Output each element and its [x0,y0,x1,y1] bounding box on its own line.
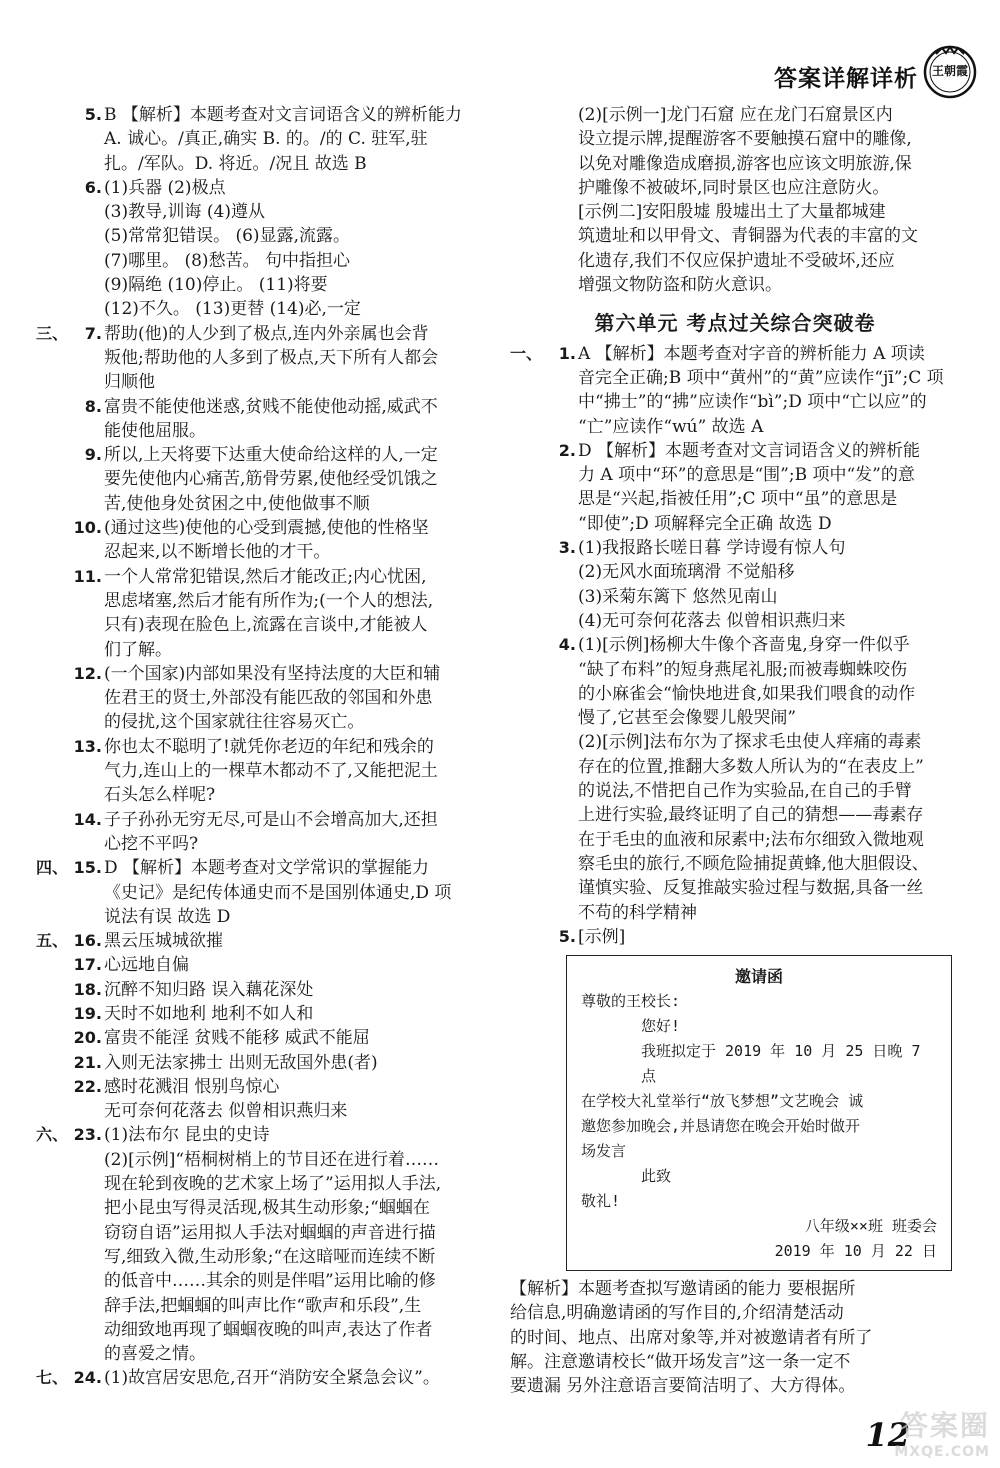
answer-line: 天时不如地利 地利不如人和 [104,1003,314,1024]
answer-item [36,953,484,977]
analysis-line: 【解析】本题考查拟写邀请函的能力 要根据所 [510,1279,856,1300]
answer-line: 的说法,不惜把自己作为实验品,在自己的手臂 [578,781,912,802]
right-column [510,103,960,1399]
answer-line: (12)不久。 (13)更替 (14)必,一定 [104,299,361,320]
page-number: 12 [865,1416,910,1454]
answer-line: A. 诚心。/真正,确实 B. 的。/的 C. 驻军,驻 [104,129,428,150]
answer-item [36,856,484,929]
answer-line: 佐君王的贤士,外部没有能匹敌的邻国和外患 [104,688,433,709]
analysis-line: 的时间、地点、出席对象等,并对被邀请者有所了 [510,1327,873,1348]
answer-line: “即使”;D 项解释完全正确 故选 D [578,513,832,534]
item-number: 23. [73,1125,102,1145]
answer-line: 的小麻雀会“愉快地进食,如果我们喂食的动作 [578,683,916,704]
answer-item [510,342,960,439]
answer-line: (9)隔绝 (10)停止。 (11)将要 [104,275,328,296]
answer-line: 写,细致入微,生动形象;“在这暗哑而连续不断 [104,1246,436,1267]
answer-item [510,439,960,536]
answer-line: 现在轮到夜晚的艺术家上场了”运用拟人手法, [104,1174,442,1195]
item-number: 10. [73,518,102,538]
item-number: 12. [73,663,102,683]
answer-line: 心远地自偏 [104,955,189,976]
answer-line: 慢了,它甚至会像婴儿般哭闹” [578,708,797,729]
item-number: 22. [73,1076,102,1096]
answer-line: 的喜爱之情。 [104,1344,206,1365]
item-number: 20. [73,1028,102,1048]
answer-line: 气力,连山上的一棵草木都动不了,又能把泥土 [104,761,438,782]
section-label: 七、 [36,1368,69,1388]
answer-line: 思虑堵塞,然后才能有所作为;(一个人的想法, [104,590,434,611]
item-number: 5. [84,105,102,124]
item-number: 2. [558,440,576,460]
answer-item [36,1002,484,1026]
answer-line: 《史记》是纪传体通史而不是国别体通史,D 项 [104,882,452,903]
answer-line: 所以,上天将要下达重大使命给这样的人,一定 [104,445,438,466]
answer-line: (1)兵器 (2)极点 [104,177,226,198]
right-items [510,342,960,949]
answer-item [36,1366,484,1390]
answer-line: 沉醉不知归路 误入藕花深处 [104,979,314,1000]
answer-line: 叛他;帮助他的人多到了极点,天下所有人都会 [104,347,439,368]
answer-line: 存在的位置,推翻大多数人所认为的“在表皮上” [578,756,924,777]
answer-line: 把小昆虫写得灵活现,极其生动形象;“蝈蝈在 [104,1198,430,1219]
answer-line: (4)无可奈何花落去 似曾相识燕归来 [578,610,846,631]
answer-line: D 【解析】本题考查对文言词语含义的辨析能 [578,440,921,461]
answer-line: (2)[示例]法布尔为了探求毛虫使人痒痛的毒素 [578,732,922,753]
letter-salutation: 尊敬的王校长: [581,992,681,1011]
answer-line: (2)[示例一]龙门石窟 应在龙门石窟景区内 [578,105,893,125]
item-number: 13. [73,736,102,756]
answer-line: 说法有误 故选 D [104,906,231,927]
answer-line: 忍起来,以不断增长他的才干。 [104,542,331,563]
item-number: 6. [84,177,102,197]
section-label: 五、 [36,931,69,951]
answer-line: 们了解。 [104,639,172,660]
section-label: 四、 [36,858,69,878]
answer-item [36,1051,484,1075]
left-column [36,103,484,1391]
answer-item [36,322,484,395]
item-number: 7. [84,323,102,343]
answer-line: 一个人常常犯错误,然后才能改正;内心忧困, [104,566,427,587]
answer-line: [示例二]安阳殷墟 殷墟出土了大量都城建 [578,202,886,223]
letter-title: 邀请函 [734,967,783,987]
answer-line: (1)我报路长嗟日暮 学诗谩有惊人句 [578,538,846,559]
answer-line: 无可奈何花落去 似曾相识燕归来 [104,1101,348,1122]
analysis-line: 要遗漏 另外注意语言要简洁明了、大方得体。 [510,1376,856,1397]
watermark-main: 答案圈 [899,1409,990,1442]
answer-line: B 【解析】本题考查对文言词语含义的辨析能力 [104,105,462,125]
item-number: 14. [73,809,102,829]
answer-item [36,929,484,953]
letter-closing-1: 此致 [641,1167,672,1186]
item-number: 24. [73,1368,102,1388]
answer-line: (1)故宫居安思危,召开“消防安全紧急会议”。 [104,1368,440,1389]
answer-line: 黑云压城城欲摧 [104,931,223,952]
item-number: 5. [558,926,576,946]
section-label: 六、 [36,1125,69,1145]
answer-line: 察毛虫的旅行,不顾危险捕捉黄蜂,他大胆假设、 [578,853,929,874]
answer-item [36,1026,484,1050]
item-number: 15. [73,858,102,878]
watermark-url: MXQE.COM [894,1444,990,1460]
answer-line: 护雕像不被破坏,同时景区也应注意防火。 [578,177,890,198]
answer-line: (1)[示例]杨柳大牛像个吝啬鬼,身穿一件似乎 [578,635,910,656]
letter-body-line: 我班拟定于 2019 年 10 月 25 日晚 7 点 [641,1042,921,1086]
right-top-continuation [510,103,960,297]
answer-line: 苦,使他身处贫困之中,使他做事不顺 [104,493,370,514]
answer-line: 能使他屈服。 [104,420,206,441]
publisher-logo [922,44,978,100]
answer-line: (2)无风水面琉璃滑 不觉船移 [578,562,795,583]
item-number: 3. [558,538,576,558]
answer-line: 石头怎么样呢? [104,785,216,806]
answer-line: 力 A 项中“环”的意思是“围”;B 项中“发”的意 [578,465,915,486]
answer-line: 心挖不平吗? [104,833,199,854]
answer-line: 在于毛虫的血液和尿素中;法布尔细致入微地观 [578,829,924,850]
item-number: 18. [73,979,102,999]
answer-line: (5)常常犯错误。 (6)显露,流露。 [104,226,350,247]
letter-greeting: 您好! [641,1017,681,1036]
answer-item [36,516,484,565]
answer-item [510,536,960,633]
watermark [850,1404,990,1464]
answer-line: 子子孙孙无穷无尽,可是山不会增高加大,还担 [104,809,438,830]
answer-line: 设立提示牌,提醒游客不要触摸石窟中的雕像, [578,129,912,150]
answer-item [36,808,484,857]
answer-line: 你也太不聪明了!就凭你老迈的年纪和残余的 [104,736,434,757]
answer-line: [示例] [578,926,626,947]
item-number: 21. [73,1052,102,1072]
answer-line: 窃窃自语”运用拟人手法对蝈蝈的声音进行描 [104,1222,436,1243]
answer-line: 不苟的科学精神 [578,902,697,923]
item-number: 17. [73,955,102,975]
item-number: 8. [84,396,102,416]
answer-line: 辞手法,把蝈蝈的叫声比作“歌声和乐段”,生 [104,1295,422,1316]
answer-item [510,633,960,925]
page-header [0,0,1000,110]
item-number: 11. [73,566,102,586]
letter-body-line: 在学校大礼堂举行“放飞梦想”文艺晚会 诚 [581,1092,864,1111]
answer-line: (一个国家)内部如果没有坚持法度的大臣和辅 [104,663,441,684]
letter-body-line: 场发言 [581,1142,627,1161]
answer-line: 筑遗址和以甲骨文、青铜器为代表的丰富的文 [578,226,918,247]
answer-line: 上进行实验,最终证明了自己的猜想——毒素存 [578,805,924,826]
answer-line: 感时花溅泪 恨别鸟惊心 [104,1076,280,1097]
answer-line: (3)教导,训诲 (4)遵从 [104,202,265,223]
answer-line: (2)[示例]“梧桐树梢上的节目还在进行着…… [104,1149,440,1170]
answer-line: 的低音中……其余的则是伴唱”运用比喻的修 [104,1271,436,1292]
answer-line: 动细致地再现了蝈蝈夜晚的叫声,表达了作者 [104,1319,433,1340]
analysis-block [510,1277,960,1398]
answer-line: A 【解析】本题考查对字音的辨析能力 A 项读 [578,343,925,364]
answer-line: “缺了布料”的短身燕尾礼服;而被毒蜘蛛咬伤 [578,659,908,680]
answer-line: (1)法布尔 昆虫的史诗 [104,1125,270,1146]
answer-line: 富贵不能淫 贫贱不能移 威武不能屈 [104,1028,370,1049]
answer-line: 谨慎实验、反复推敲实验过程与数据,具备一丝 [578,878,924,899]
answer-line: 的侵扰,这个国家就往往容易灭亡。 [104,712,365,733]
logo-text: 王朝霞 [931,64,968,78]
answer-line: 中“拂士”的“拂”应读作“bì”;D 项中“亡以应”的 [578,392,927,413]
answer-line: 音完全正确;B 项中“黄州”的“黄”应读作“jī”;C 项 [578,367,944,388]
answer-item [36,735,484,808]
answer-item [36,662,484,735]
answer-line: 增强文物防盗和防火意识。 [578,275,782,296]
answer-line: 思是“兴起,指被任用”;C 项中“虽”的意思是 [578,489,898,510]
answer-line: 富贵不能使他迷惑,贫贱不能使他动摇,威武不 [104,396,438,417]
answer-line: 化遗存,我们不仅应保护遗址不受破坏,还应 [578,250,895,271]
letter-signer: 八年级××班 班委会 [804,1217,937,1236]
answer-line: 归顺他 [104,372,155,393]
answer-line: D 【解析】本题考查对文学常识的掌握能力 [104,858,430,879]
invitation-letter-box [566,955,952,1271]
answer-item [36,978,484,1002]
answer-line: 以免对雕像造成磨损,游客也应该文明旅游,保 [578,153,912,174]
answer-line: 要先使他内心痛苦,筋骨劳累,使他经受饥饿之 [104,469,438,490]
answer-line: (7)哪里。 (8)愁苦。 句中指担心 [104,250,350,271]
answer-item [510,925,960,949]
analysis-line: 给信息,明确邀请函的写作目的,介绍清楚活动 [510,1303,844,1324]
item-number: 16. [73,931,102,951]
answer-line: (通过这些)使他的心受到震撼,使他的性格坚 [104,518,429,539]
letter-body-line: 邀您参加晚会,并恳请您在晚会开始时做开 [581,1117,861,1136]
header-title: 答案详解详析 [774,66,918,92]
answer-item [36,176,484,322]
letter-date: 2019 年 10 月 22 日 [774,1242,937,1261]
answer-item [36,1123,484,1366]
letter-closing-2: 敬礼! [581,1192,621,1211]
item-number: 19. [73,1003,102,1023]
answer-line: 扎。/军队。D. 将近。/况且 故选 B [104,153,367,174]
item-number: 1. [558,343,576,363]
answer-line: (3)采菊东篱下 悠然见南山 [578,586,778,607]
answer-line: 帮助(他)的人少到了极点,连内外亲属也会背 [104,323,429,344]
answer-item [36,1075,484,1124]
answer-item [36,395,484,444]
answer-line: 只有)表现在脸色上,流露在言谈中,才能被人 [104,615,428,636]
item-number: 4. [558,635,576,655]
analysis-line: 解。注意邀请校长“做开场发言”这一条一定不 [510,1351,851,1372]
section-label: 一、 [510,343,543,363]
answer-line: “亡”应读作“wú” 故选 A [578,416,764,437]
answer-line: 入则无法家拂士 出则无敌国外患(者) [104,1052,378,1073]
section-label: 三、 [36,323,69,343]
answer-item [36,103,484,176]
item-number: 9. [84,445,102,465]
unit-title: 第六单元 考点过关综合突破卷 [594,311,876,336]
answer-item [36,443,484,516]
answer-item [36,565,484,662]
